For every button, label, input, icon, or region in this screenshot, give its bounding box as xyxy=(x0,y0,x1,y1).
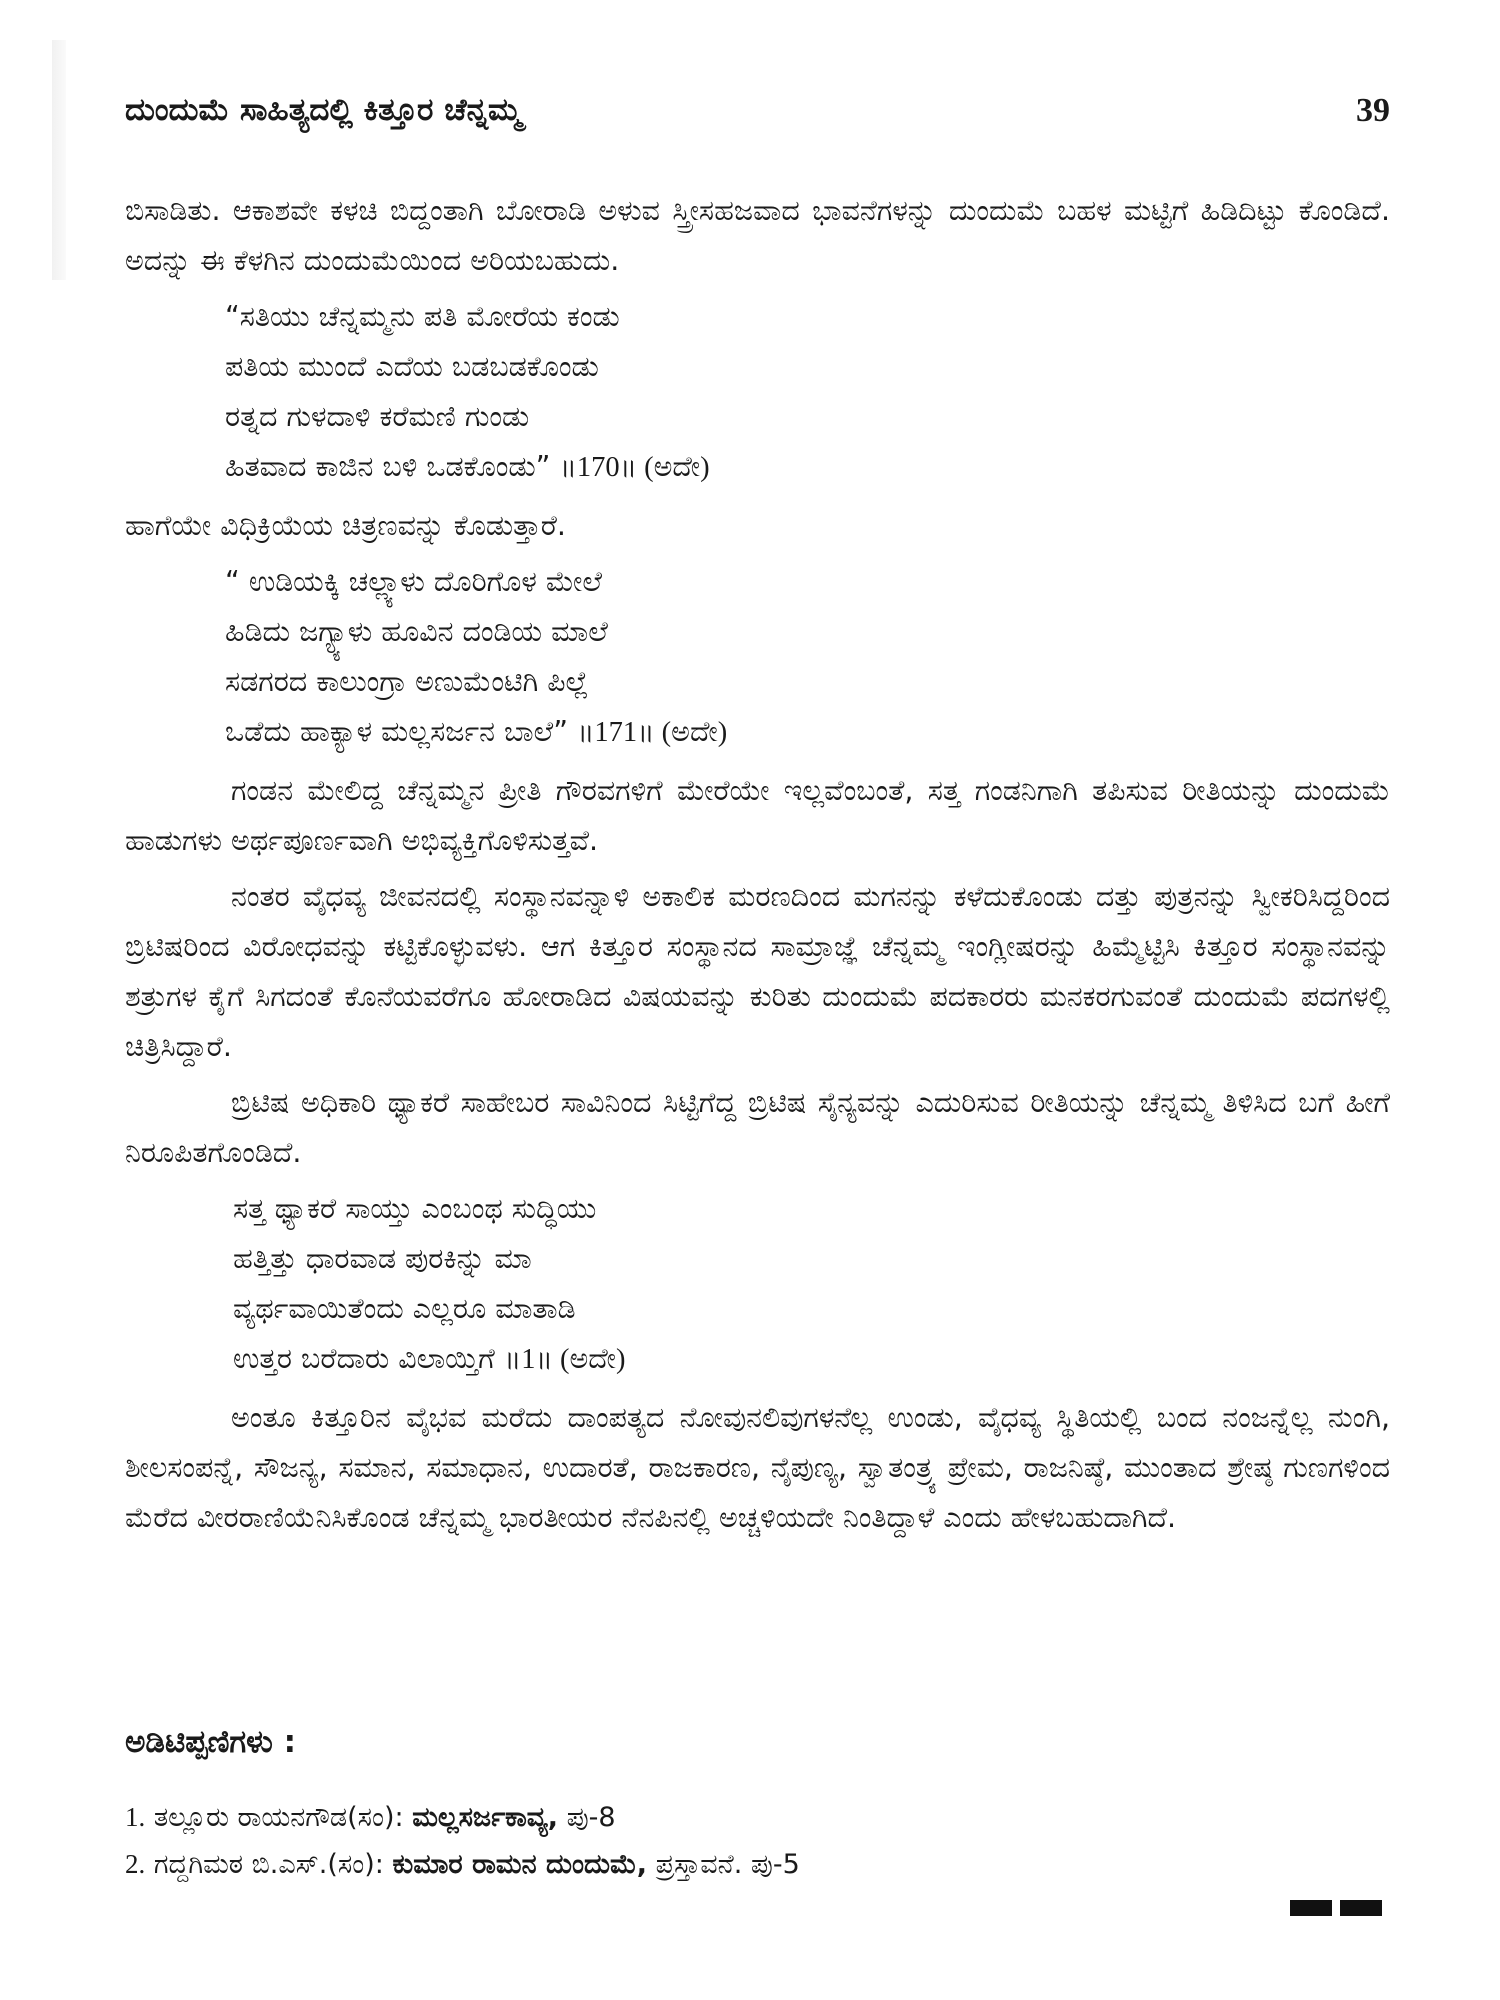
verse-line: ಹಿಡಿದು ಜಗ್ಯ್ಯಾಳು ಹೂವಿನ ದಂಡಿಯ ಮಾಲೆ xyxy=(225,615,608,648)
paragraph-5: ಬ್ರಿಟಿಷ ಅಧಿಕಾರಿ ಥ್ಯಾಕರೆ ಸಾಹೇಬರ ಸಾವಿನಿಂದ ಸಿಟ್ಟಿಗೆದ್ದ ಬ್ರಿಟಿಷ ಸೈನ್ಯವನ್ನು ಎದುರಿಸುವ ರೀತಿಯನ್ನು ಚೆನ್ನಮ್ಮ ತಿಳಿಸಿದ ಬಗೆ ಹೀಗೆ ನಿರೂಪಿತಗೊಂಡಿದೆ. xyxy=(125,1086,1390,1169)
verse-line: “ ಉಡಿಯಕ್ಕಿ ಚಲ್ಲ್ಯಾಳು ದೊರಿಗೊಳ ಮೇಲೆ xyxy=(225,565,602,598)
verse-line: ವ್ಯರ್ಥವಾಯಿತೆಂದು ಎಲ್ಲರೂ ಮಾತಾಡಿ xyxy=(233,1292,576,1325)
paragraph-4: ನಂತರ ವೈಧವ್ಯ ಜೀವನದಲ್ಲಿ ಸಂಸ್ಥಾನವನ್ನಾಳಿ ಅಕಾಲಿಕ ಮರಣದಿಂದ ಮಗನನ್ನು ಕಳೆದುಕೊಂಡು ದತ್ತು ಪುತ್ರನನ್ನು ಸ್ವೀಕರಿಸಿದ್ದರಿಂದ ಬ್ರಿಟಿಷರಿಂದ ವಿರೋಧವನ್ನು ಕಟ್ಟಿಕೊಳ್ಳುವಳು. ಆಗ ಕಿತ್ತೂರ ಸಂಸ್ಥಾನದ ಸಾಮ್ರಾಜ್ಞೆ ಚೆನ್ನಮ್ಮ ಇಂಗ್ಲೀಷರನ್ನು ಹಿಮ್ಮೆಟ್ಟಿಸಿ ಕಿತ್ತೂರ ಸಂಸ್ಥಾನವನ್ನು ಶತ್ರುಗಳ ಕೈಗೆ ಸಿಗದಂತೆ ಕೊನೆಯವರೆಗೂ ಹೋರಾಡಿದ ವಿಷಯವನ್ನು ಕುರಿತು ದುಂದುಮೆ ಪದಕಾರರು ಮನಕರಗುವಂತೆ ದುಂದುಮೆ ಪದಗಳಲ್ಲಿ ಚಿತ್ರಿಸಿದ್ದಾರೆ. xyxy=(125,880,1390,1063)
verse-line: ಹತ್ತಿತ್ತು ಧಾರವಾಡ ಪುರಕಿನ್ನು ಮಾ xyxy=(233,1242,532,1275)
paragraph-3: ಗಂಡನ ಮೇಲಿದ್ದ ಚೆನ್ನಮ್ಮನ ಪ್ರೀತಿ ಗೌರವಗಳಿಗೆ ಮೇರೆಯೇ ಇಲ್ಲವೆಂಬಂತೆ, ಸತ್ತ ಗಂಡನಿಗಾಗಿ ತಪಿಸುವ ರೀತಿಯನ್ನು ದುಂದುಮೆ ಹಾಡುಗಳು ಅರ್ಥಪೂರ್ಣವಾಗಿ ಅಭಿವ್ಯಕ್ತಿಗೊಳಿಸುತ್ತವೆ. xyxy=(125,774,1390,857)
verse-line: ಪತಿಯ ಮುಂದೆ ಎದೆಯ ಬಡಬಡಕೊಂಡು xyxy=(225,350,599,383)
verse-line: “ಸತಿಯು ಚೆನ್ನಮ್ಮನು ಪತಿ ಮೋರೆಯ ಕಂಡು xyxy=(225,300,620,333)
verse-text: ಉತ್ತರ ಬರೆದಾರು ವಿಲಾಯ್ತಿಗೆ xyxy=(233,1342,495,1375)
footnote-page: ಪು-8 xyxy=(566,1802,616,1833)
footnote-title: ಮಲ್ಲಸರ್ಜಕಾವ್ಯ, xyxy=(412,1802,559,1833)
footnote-author: ಗದ್ದಗಿಮಠ ಬಿ.ಎಸ್.(ಸಂ): xyxy=(153,1849,384,1880)
paragraph-6: ಅಂತೂ ಕಿತ್ತೂರಿನ ವೈಭವ ಮರೆದು ದಾಂಪತ್ಯದ ನೋವುನಲಿವುಗಳನೆಲ್ಲ ಉಂಡು, ವೈಧವ್ಯ ಸ್ಥಿತಿಯಲ್ಲಿ ಬಂದ ನಂಜನ್ನೆಲ್ಲ ನುಂಗಿ, ಶೀಲಸಂಪನ್ನೆ, ಸೌಜನ್ಯ, ಸಮಾನ, ಸಮಾಧಾನ, ಉದಾರತೆ, ರಾಜಕಾರಣ, ನೈಪುಣ್ಯ, ಸ್ವಾತಂತ್ರ್ಯ ಪ್ರೇಮ, ರಾಜನಿಷ್ಠೆ, ಮುಂತಾದ ಶ್ರೇಷ್ಠ ಗುಣಗಳಿಂದ ಮೆರೆದ ವೀರರಾಣಿಯೆನಿಸಿಕೊಂಡ ಚೆನ್ನಮ್ಮ ಭಾರತೀಯರ ನೆನಪಿನಲ್ಲಿ ಅಚ್ಚಳಿಯದೇ ನಿಂತಿದ್ದಾಳೆ ಎಂದು ಹೇಳಬಹುದಾಗಿದೆ. xyxy=(125,1401,1390,1534)
footnote-page: ಪ್ರಸ್ತಾವನೆ. ಪು-5 xyxy=(655,1849,800,1880)
verse-line-last xyxy=(233,1334,1390,1385)
verse-line: ರತ್ನದ ಗುಳದಾಳಿ ಕರೆಮಣಿ ಗುಂಡು xyxy=(225,400,530,433)
paragraph-1: ಬಿಸಾಡಿತು. ಆಕಾಶವೇ ಕಳಚಿ ಬಿದ್ದಂತಾಗಿ ಬೋರಾಡಿ ಅಳುವ ಸ್ತ್ರೀಸಹಜವಾದ ಭಾವನೆಗಳನ್ನು ದುಂದುಮೆ ಬಹಳ ಮಟ್ಟಿಗೆ ಹಿಡಿದಿಟ್ಟು ಕೊಂಡಿದೆ. ಅದನ್ನು ಈ ಕೆಳಗಿನ ದುಂದುಮೆಯಿಂದ ಅರಿಯಬಹುದು. xyxy=(125,194,1390,277)
verse-line-last xyxy=(225,707,1390,758)
footnotes-heading: ಅಡಿಟಿಪ್ಪಣಿಗಳು : xyxy=(125,1724,297,1760)
end-of-chapter-mark xyxy=(1340,1900,1382,1916)
footnote-title: ಕುಮಾರ ರಾಮನ ದುಂದುಮೆ, xyxy=(392,1849,648,1880)
footnotes-section xyxy=(125,1720,1390,1888)
verse-reference: ॥170॥ (ಅದೇ) xyxy=(559,452,710,483)
verse-reference: ॥1॥ (ಅದೇ) xyxy=(503,1344,626,1375)
running-head: ದುಂದುಮೆ ಸಾಹಿತ್ಯದಲ್ಲಿ ಕಿತ್ತೂರ ಚೆನ್ನಮ್ಮ xyxy=(125,92,522,128)
paragraph-2: ಹಾಗೆಯೇ ವಿಧಿಕ್ರಿಯೆಯ ಚಿತ್ರಣವನ್ನು ಕೊಡುತ್ತಾರೆ. xyxy=(125,509,566,542)
end-of-chapter-mark xyxy=(1290,1900,1332,1916)
footnote-item xyxy=(125,1794,1390,1841)
footnote-number: 2. xyxy=(125,1849,146,1879)
body-text xyxy=(125,186,1390,1549)
verse-170 xyxy=(125,292,1390,493)
page-header xyxy=(125,92,1390,142)
page-number: 39 xyxy=(1356,92,1390,129)
verse-171 xyxy=(125,557,1390,758)
footnote-author: ತಲ್ಲೂರು ರಾಯನಗೌಡ(ಸಂ): xyxy=(153,1802,404,1833)
verse-text: ಒಡೆದು ಹಾಕ್ಯಾಳ ಮಲ್ಲಸರ್ಜನ ಬಾಲೆ” xyxy=(225,715,568,748)
verse-text: ಹಿತವಾದ ಕಾಜಿನ ಬಳಿ ಒಡಕೊಂಡು” xyxy=(225,450,551,483)
verse-reference: ॥171॥ (ಅದೇ) xyxy=(577,717,728,748)
verse-1 xyxy=(125,1184,1390,1385)
footnote-number: 1. xyxy=(125,1802,146,1832)
verse-line: ಸಡಗರದ ಕಾಲುಂಗ್ರಾ ಅಣುಮೆಂಟಿಗಿ ಪಿಲ್ಲೆ xyxy=(225,665,589,698)
footnote-item xyxy=(125,1841,1390,1888)
verse-line-last xyxy=(225,442,1390,493)
verse-line: ಸತ್ತ ಥ್ಯಾಕರೆ ಸಾಯ್ತು ಎಂಬಂಥ ಸುದ್ಧಿಯು xyxy=(233,1192,597,1225)
